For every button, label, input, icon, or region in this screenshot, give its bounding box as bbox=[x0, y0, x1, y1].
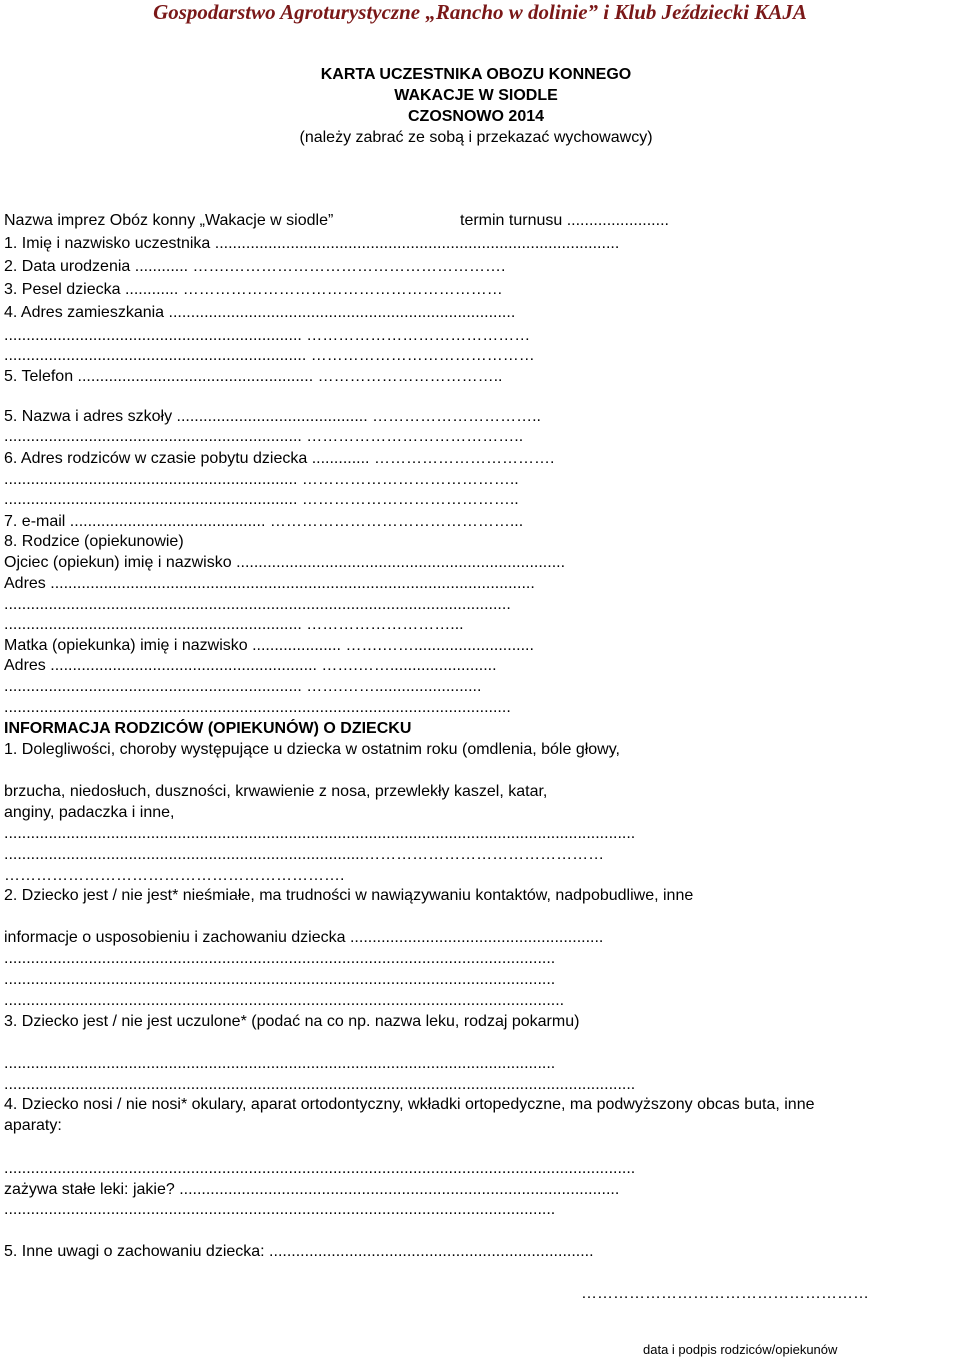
q4-answer-1[interactable]: .............................................................................................................................................. bbox=[4, 1160, 636, 1177]
q3-answer-1[interactable]: ............................................................................................................................ bbox=[4, 1055, 556, 1072]
field-phone[interactable]: 5. Telefon ..................................................... …………………………….. bbox=[4, 368, 503, 385]
event-name-line bbox=[4, 211, 952, 231]
q2-answer-2[interactable]: ............................................................................................................................ bbox=[4, 971, 556, 988]
field-full-name[interactable]: 1. Imię i nazwisko uczestnika ........................................................................................... bbox=[4, 235, 620, 252]
section-title: INFORMACJA RODZICÓW (OPIEKUNÓW) O DZIECKU bbox=[4, 720, 412, 737]
field-mother-name[interactable]: Matka (opiekunka) imię i nazwisko .................... …….……........................... bbox=[4, 637, 534, 654]
q5-text[interactable]: 5. Inne uwagi o zachowaniu dziecka: ......................................................................... bbox=[4, 1243, 594, 1260]
field-mother-address-cont-1[interactable]: ................................................................... …….……........................ bbox=[4, 678, 482, 695]
q1-answer-1[interactable]: .............................................................................................................................................. bbox=[4, 825, 636, 842]
doc-title-2: WAKACJE W SIODLE bbox=[394, 87, 558, 104]
q4-text-2: aparaty: bbox=[4, 1117, 62, 1134]
q2-text-2: informacje o usposobieniu i zachowaniu dziecka ......................................................... bbox=[4, 929, 604, 946]
q2-text-1: 2. Dziecko jest / nie jest* nieśmiałe, ma trudności w nawiązywaniu kontaktów, nadpobudliwe, inne bbox=[4, 887, 694, 904]
field-parents-address[interactable]: 6. Adres rodziców w czasie pobytu dziecka ............. ……………………………. bbox=[4, 450, 555, 467]
field-pesel[interactable]: 3. Pesel dziecka ............ …………………………………………………… bbox=[4, 281, 503, 298]
q2-answer-1[interactable]: ............................................................................................................................ bbox=[4, 950, 556, 967]
field-parents-address-cont-1[interactable]: .................................................................. ………………………………….. bbox=[4, 471, 519, 488]
doc-title-3: CZOSNOWO 2014 bbox=[407, 108, 545, 125]
field-mother-address[interactable]: Adres ............................................................ …….……........................ bbox=[4, 657, 497, 674]
q1-text-3: anginy, padaczka i inne, bbox=[4, 804, 175, 821]
field-father-address-cont-1[interactable]: .................................................................................................................. bbox=[4, 596, 511, 613]
q1-answer-2[interactable]: .................................................................................……………………………………… bbox=[4, 846, 605, 863]
q4-answer-2[interactable]: ............................................................................................................................ bbox=[4, 1201, 556, 1218]
field-address-cont-1[interactable]: ................................................................... …………………………………… bbox=[4, 327, 531, 344]
field-father-address-cont-2[interactable]: ................................................................... ………………………... bbox=[4, 616, 464, 633]
field-mother-address-cont-2[interactable]: .................................................................................................................. bbox=[4, 699, 511, 716]
field-school[interactable]: 5. Nazwa i adres szkoły ........................................... ………………………….. bbox=[4, 408, 541, 425]
signature-label: data i podpis rodziców/opiekunów bbox=[643, 1342, 838, 1357]
field-school-cont[interactable]: ................................................................... ………………………………….. bbox=[4, 428, 524, 445]
q1-text-1: 1. Dolegliwości, choroby występujące u dziecka w ostatnim roku (omdlenia, bóle głowy, bbox=[4, 741, 620, 758]
q3-text-1: 3. Dziecko jest / nie jest uczulone* (podać na co np. nazwa leku, rodzaj pokarmu) bbox=[4, 1013, 580, 1030]
doc-title-1: KARTA UCZESTNIKA OBOZU KONNEGO bbox=[320, 66, 632, 83]
q5-answer-1[interactable]: ……………………………………………… bbox=[581, 1285, 869, 1302]
parents-heading: 8. Rodzice (opiekunowie) bbox=[4, 533, 184, 550]
q1-text-2: brzucha, niedosłuch, duszności, krwawienie z nosa, przewlekły kaszel, katar, bbox=[4, 783, 548, 800]
q2-answer-3[interactable]: .............................................................................................................................. bbox=[4, 992, 565, 1009]
q1-answer-3[interactable]: ………………………………………………………. bbox=[4, 867, 345, 884]
field-address-cont-2[interactable]: .................................................................... …………………………………… bbox=[4, 347, 535, 364]
q4-text-1: 4. Dziecko nosi / nie nosi* okulary, aparat ortodontyczny, wkładki ortopedyczne, ma podwyższony obcas buta, inne bbox=[4, 1096, 815, 1113]
field-father-address[interactable]: Adres ............................................................................................................. bbox=[4, 575, 535, 592]
field-birth-date[interactable]: 2. Data urodzenia ............ …….……………………………………………. bbox=[4, 258, 506, 275]
event-name-label: Nazwa imprez Obóz konny „Wakacje w siodle” bbox=[4, 212, 334, 229]
doc-subtitle: (należy zabrać ze sobą i przekazać wychowawcy) bbox=[299, 129, 653, 146]
term-field[interactable]: termin turnusu ....................... bbox=[460, 212, 669, 229]
field-address[interactable]: 4. Adres zamieszkania .............................................................................. bbox=[4, 304, 516, 321]
field-email[interactable]: 7. e-mail ............................................ ………………………………………... bbox=[4, 513, 524, 530]
field-father-name[interactable]: Ojciec (opiekun) imię i nazwisko .......................................................................... bbox=[4, 554, 566, 571]
document-titles bbox=[0, 64, 952, 148]
q3-answer-2[interactable]: .............................................................................................................................................. bbox=[4, 1076, 636, 1093]
q4-medication[interactable]: zażywa stałe leki: jakie? ................................................................................................... bbox=[4, 1181, 620, 1198]
field-parents-address-cont-2[interactable]: .................................................................. ………………………………….. bbox=[4, 491, 519, 508]
page-header: Gospodarstwo Agroturystyczne „Rancho w dolinie” i Klub Jeździecki KAJA bbox=[153, 0, 807, 24]
